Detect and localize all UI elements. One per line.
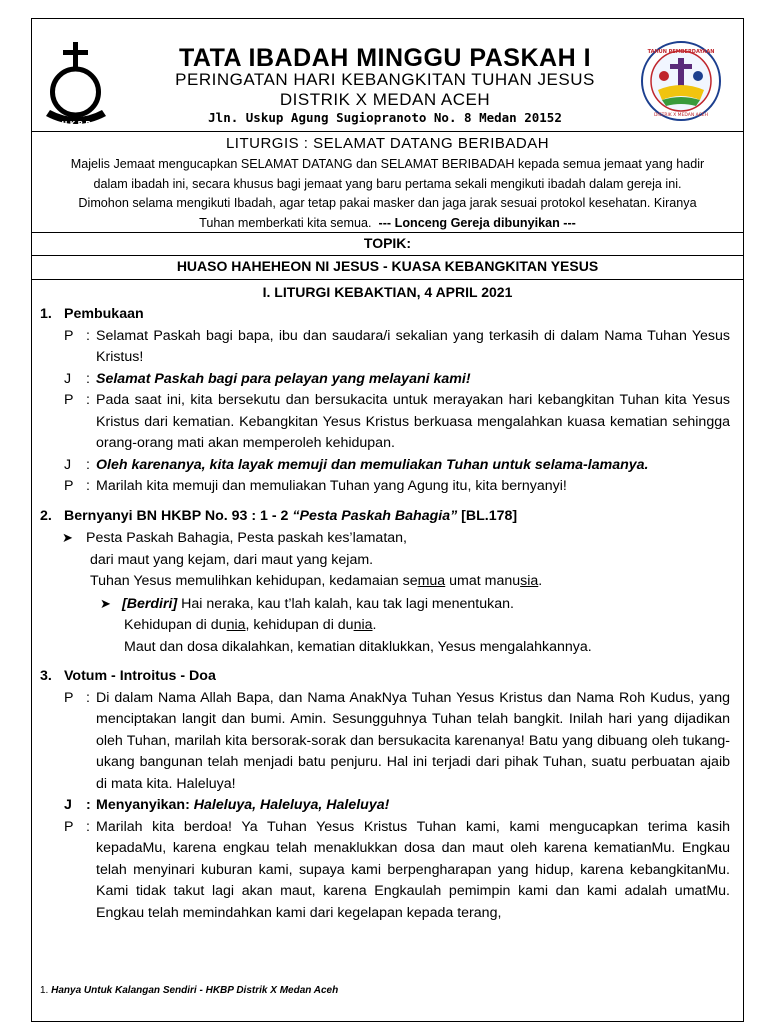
hymn-verse-line: dari maut yang kejam, dari maut yang kejam. (90, 551, 374, 568)
address: Jln. Uskup Agung Sugiopranoto No. 8 Medan 20152 (208, 110, 562, 125)
hymn-text: . (372, 617, 377, 633)
hymn-text: sia (520, 573, 539, 589)
liturgy-body (40, 304, 730, 924)
congregation-text (96, 795, 730, 817)
hymn-title: “Pesta Paskah Bahagia” (292, 507, 458, 524)
stand-instruction: [Berdiri] (122, 595, 178, 612)
page-number: 1. (40, 985, 49, 996)
welcome-line-text: Tuhan memberkati kita semua. (199, 215, 372, 230)
colon: : (86, 797, 91, 813)
svg-text:H K B P: H K B P (61, 120, 91, 128)
speaker-label: P (64, 689, 74, 706)
welcome-line: dalam ibadah ini, secara khusus bagi jemaat yang baru pertama sekali mengikuti ibadah dalam gereja ini. (93, 176, 682, 191)
section-number: 2. (40, 507, 52, 524)
hymn-text: nia (353, 617, 373, 633)
hymn-verse-line (124, 615, 730, 637)
district-name: DISTRIK X MEDAN ACEH (279, 90, 491, 109)
speaker-label: P (64, 478, 74, 494)
liturgy-line (40, 688, 730, 796)
speaker-label: P (64, 818, 74, 835)
pastor-text: Pada saat ini, kita bersekutu dan bersukacita untuk merayakan hari kebangkitan Tuhan kita Yesus Kristus dari kematian. Kebangkitan Yesus Kristus berkuasa mengalahkan kuasa kematian sehingga orang-orang mati akan memperoleh kehidupan. (96, 392, 730, 451)
section-heading (40, 304, 730, 326)
pastor-text: Di dalam Nama Allah Bapa, dan Nama AnakNya Tuhan Yesus Kristus dan Nama Roh Kudus, yang menciptakan langit dan bumi. Amin. Sesungguhnya Tuhan telah bangkit. Inilah hari yang dijadikan oleh Tuhan, marilah kita bersorak-sorak dan bersukacita karenanya! Batu yang dibuang oleh tukang-ukang bangunan telah menjadi batu penjuru. Hal ini terjadi dari pihak Tuhan, suatu perbuatan ajaib di mata kita. Haleluya! (96, 689, 730, 792)
hymn-text: umat manu (445, 573, 521, 589)
colon: : (86, 456, 90, 473)
svg-text:DISTRIK X MEDAN ACEH: DISTRIK X MEDAN ACEH (653, 113, 709, 118)
topic-label: TOPIK: (363, 235, 412, 251)
hymn-text: nia (226, 617, 246, 633)
district-emblem-logo (640, 40, 722, 122)
arrow-bullet-icon: ➤ (62, 530, 73, 545)
hymn-text: Kehidupan di du (124, 617, 227, 633)
hymn-verse-line (90, 571, 730, 593)
welcome-line: Dimohon selama mengikuti Ibadah, agar tetap pakai masker dan jaga jarak sesuai protokol kesehatan. Kiranya (78, 196, 697, 210)
topic-text: HUASO HAHEHEON NI JESUS - KUASA KEBANGKITAN YESUS (176, 258, 599, 274)
liturgy-heading: I. LITURGI KEBAKTIAN, 4 APRIL 2021 (262, 284, 513, 300)
liturgy-line (40, 369, 730, 391)
congregation-text: Selamat Paskah bagi para pelayan yang melayani kami! (96, 370, 471, 387)
section-title: Pembukaan (64, 306, 144, 322)
svg-text:TAHUN PEMBERDAYAAN: TAHUN PEMBERDAYAAN (647, 49, 715, 55)
hymn-text: . (538, 573, 543, 589)
hkbp-logo (40, 40, 112, 132)
colon: : (86, 818, 90, 835)
arrow-bullet-icon: ➤ (100, 595, 111, 611)
hymn-verse-line: Maut dan dosa dikalahkan, kematian ditaklukkan, Yesus mengalahkannya. (124, 638, 592, 655)
liturgy-line (40, 795, 730, 817)
colon: : (86, 327, 90, 344)
liturgy-line (40, 817, 730, 925)
divider (32, 131, 743, 132)
speaker-label: P (64, 327, 74, 344)
liturgis-heading: LITURGIS : SELAMAT DATANG BERIBADAH (225, 135, 550, 152)
hymn-text: , kehidupan di du (245, 617, 354, 633)
welcome-line: Majelis Jemaat mengucapkan SELAMAT DATANG dan SELAMAT BERIBADAH kepada semua jemaat yang hadir (70, 157, 705, 171)
section-number: 3. (40, 668, 52, 684)
hymn-verse-line (100, 593, 730, 616)
colon: : (86, 392, 90, 408)
speaker-label: J (64, 456, 72, 473)
document-subtitle: PERINGATAN HARI KEBANGKITAN TUHAN JESUS (175, 70, 595, 89)
liturgy-line (40, 326, 730, 369)
welcome-line (40, 214, 735, 234)
section-title: Votum - Introitus - Doa (64, 668, 216, 684)
hymn-reference: [BL.178] (457, 507, 518, 524)
section-number: 1. (40, 306, 52, 322)
welcome-text (40, 155, 735, 233)
divider (32, 279, 743, 280)
pastor-text: Marilah kita memuji dan memuliakan Tuhan yang Agung itu, kita bernyanyi! (96, 478, 567, 494)
speaker-label: J (64, 797, 72, 813)
congregation-text: Oleh karenanya, kita layak memuji dan memuliakan Tuhan untuk selama-lamanya. (96, 456, 649, 473)
pastor-text: Marilah kita berdoa! Ya Tuhan Yesus Kristus Tuhan kami, kami mengucapkan terima kasih kepadaMu, karena engkau telah menaklukkan dosa dan maut oleh karena kematianMu. Engkau telah menyinari kuburan kami, supaya kami berpengharapan yang hidup, karena kebangkitanMu. Kami tidak takut lagi akan maut, karena Engkaulah pemimpin kami dan kami adalah umatMu. Engkau telah memindahkan kami dari kegelapan kepada terang, (96, 818, 730, 921)
hymn-text: Pesta Paskah Bahagia, Pesta paskah kes’lamatan, (86, 530, 407, 546)
section-title: Bernyanyi BN HKBP No. 93 : 1 - 2 (64, 507, 293, 524)
document-title: TATA IBADAH MINGGU PASKAH I (178, 44, 592, 72)
congregation-instruction: Menyanyikan: (96, 797, 194, 813)
colon: : (86, 478, 90, 494)
pastor-text: Selamat Paskah bagi bapa, ibu dan saudara/i sekalian yang terkasih di dalam Nama Tuhan Yesus Kristus! (96, 327, 730, 365)
liturgy-line (40, 476, 730, 498)
hymn-verse-line (40, 527, 730, 550)
hymn-text: Tuhan Yesus memulihkan kehidupan, kedamaian se (90, 573, 418, 589)
section-heading (40, 666, 730, 688)
speaker-label: J (64, 370, 72, 387)
colon: : (86, 689, 90, 706)
hallelujah-text: Haleluya, Haleluya, Haleluya! (193, 797, 390, 813)
footer-text: Hanya Untuk Kalangan Sendiri - HKBP Distrik X Medan Aceh (51, 985, 339, 996)
colon: : (86, 370, 90, 387)
section-heading (40, 506, 730, 528)
bell-instruction: --- Lonceng Gereja dibunyikan --- (378, 215, 576, 230)
hymn-text: Hai neraka, kau t’lah kalah, kau tak lagi menentukan. (177, 595, 514, 612)
page-footer (40, 985, 338, 996)
liturgy-line (40, 455, 730, 477)
liturgy-line (40, 390, 730, 455)
speaker-label: P (64, 392, 74, 408)
hymn-text: mua (417, 573, 446, 589)
